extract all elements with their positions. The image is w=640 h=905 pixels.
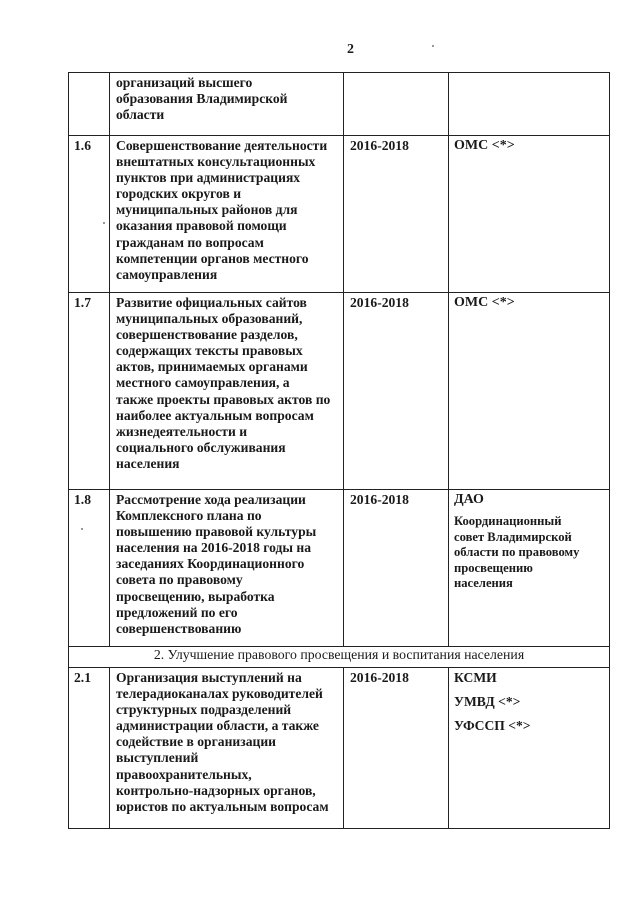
activity-cell bbox=[110, 73, 344, 136]
term-cell bbox=[344, 293, 449, 490]
executor-cell bbox=[449, 490, 610, 647]
executor-name: КСМИ bbox=[454, 670, 497, 685]
number-cell bbox=[69, 73, 110, 136]
executor-cell bbox=[449, 136, 610, 293]
executor-name: Координационный совет Владимирской области по правовому просвещению населения bbox=[454, 514, 580, 591]
term-text: 2016-2018 bbox=[350, 138, 409, 153]
row-number: 2.1 bbox=[74, 670, 91, 685]
row-number: 1.6 bbox=[74, 138, 91, 153]
row-number: 1.8 bbox=[74, 492, 91, 507]
term-cell bbox=[344, 136, 449, 293]
activity-cell bbox=[110, 136, 344, 293]
executor-cell bbox=[449, 293, 610, 490]
table-row bbox=[69, 136, 610, 293]
number-cell bbox=[69, 490, 110, 647]
term-text: 2016-2018 bbox=[350, 670, 409, 685]
term-text: 2016-2018 bbox=[350, 295, 409, 310]
table-row bbox=[69, 647, 610, 668]
activity-text: Развитие официальных сайтов муниципальных образований, совершенствование разделов, содержащих тексты правовых актов, принимаемых органами местного самоуправления, а также проекты правовых актов по наиболее актуальным вопросам жизнедеятельности и социального обслуживания населения bbox=[116, 295, 331, 471]
term-text: 2016-2018 bbox=[350, 492, 409, 507]
executor-name: ОМС <*> bbox=[454, 138, 515, 153]
term-cell bbox=[344, 73, 449, 136]
scan-speck bbox=[432, 45, 434, 47]
term-cell bbox=[344, 668, 449, 829]
activity-cell bbox=[110, 490, 344, 647]
executor-name: УФССП <*> bbox=[454, 718, 531, 734]
executor-cell bbox=[449, 73, 610, 136]
executor-name: ОМС <*> bbox=[454, 295, 515, 310]
page-number: 2 bbox=[347, 42, 354, 57]
term-cell bbox=[344, 490, 449, 647]
activity-text: Совершенствование деятельности внештатных консультационных пунктов при администрациях городских округов и муниципальных районов для оказания правовой помощи гражданам по вопросам компетенции органов местного самоуправления bbox=[116, 138, 328, 282]
activity-text: Организация выступлений на телерадиоканалах руководителей структурных подразделений администрации области, а также содействие в организации выступлений правоохранительных, контрольно-надзорных органов, юристов по актуальным вопросам bbox=[116, 670, 329, 814]
activities-table bbox=[68, 72, 610, 829]
activity-text: Рассмотрение хода реализации Комплексного плана по повышению правовой культуры населения на 2016-2018 годы на заседаниях Координационного совета по правовому просвещению, выработка предложений по его совершенствованию bbox=[116, 492, 317, 636]
activity-cell bbox=[110, 293, 344, 490]
activity-text: организаций высшего образования Владимирской области bbox=[116, 75, 288, 123]
row-number: 1.7 bbox=[74, 295, 91, 310]
number-cell bbox=[69, 668, 110, 829]
section-heading: 2. Улучшение правового просвещения и воспитания населения bbox=[69, 647, 610, 668]
table-row bbox=[69, 73, 610, 136]
activity-cell bbox=[110, 668, 344, 829]
table-row bbox=[69, 668, 610, 829]
executor-cell bbox=[449, 668, 610, 829]
executor-name: УМВД <*> bbox=[454, 694, 521, 710]
number-cell bbox=[69, 136, 110, 293]
executor-name: ДАО bbox=[454, 492, 484, 507]
table-row bbox=[69, 293, 610, 490]
number-cell bbox=[69, 293, 110, 490]
table-row bbox=[69, 490, 610, 647]
